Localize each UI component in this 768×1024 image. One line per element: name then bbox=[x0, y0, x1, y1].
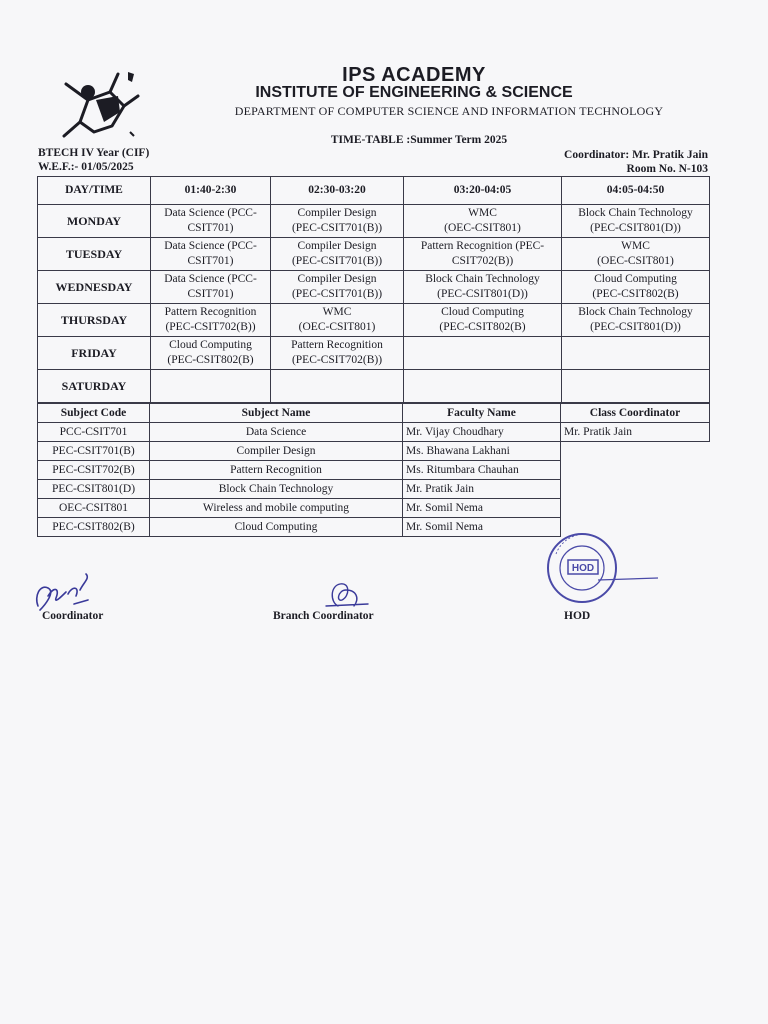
timetable-row bbox=[38, 205, 710, 238]
cell-line-code: CSIT701) bbox=[187, 288, 234, 300]
cell-line-subject: Block Chain Technology bbox=[425, 273, 540, 285]
day-time-header: DAY/TIME bbox=[38, 177, 151, 205]
cell-line-code: CSIT701) bbox=[187, 255, 234, 267]
subject-code-cell: PEC-CSIT801(D) bbox=[38, 480, 150, 499]
subject-row bbox=[38, 499, 710, 518]
coordinator-label: Coordinator bbox=[42, 610, 104, 622]
timetable-cell bbox=[562, 238, 710, 271]
branch-coordinator-label: Branch Coordinator bbox=[273, 610, 374, 622]
timetable-cell bbox=[271, 304, 404, 337]
coordinator-info bbox=[564, 148, 708, 176]
cell-line-subject: Pattern Recognition bbox=[291, 339, 383, 351]
timetable-cell bbox=[404, 337, 562, 370]
day-label: FRIDAY bbox=[38, 337, 151, 370]
timetable-row bbox=[38, 238, 710, 271]
empty-cell bbox=[561, 461, 710, 480]
cell-line-subject: Block Chain Technology bbox=[578, 207, 693, 219]
cell-line-code: (PEC-CSIT701(B)) bbox=[291, 255, 383, 267]
cell-line-subject: Data Science (PCC- bbox=[164, 207, 257, 219]
timetable-cell bbox=[404, 304, 562, 337]
cell-line-code: (PEC-CSIT802(B) bbox=[592, 288, 679, 300]
day-label: SATURDAY bbox=[38, 370, 151, 403]
cell-line-code: (PEC-CSIT701(B)) bbox=[291, 222, 383, 234]
subject-code-cell: OEC-CSIT801 bbox=[38, 499, 150, 518]
cell-line-code: (PEC-CSIT801(D)) bbox=[590, 321, 681, 333]
cell-line-code: (PEC-CSIT702(B)) bbox=[165, 321, 256, 333]
class-coordinator-cell: Mr. Pratik Jain bbox=[561, 423, 710, 442]
timetable-cell bbox=[562, 337, 710, 370]
cell-line-code: (PEC-CSIT802(B) bbox=[167, 354, 254, 366]
slot-header: 02:30-03:20 bbox=[271, 177, 404, 205]
cell-line-subject: Cloud Computing bbox=[594, 273, 677, 285]
cell-line-subject: WMC bbox=[322, 306, 352, 318]
hod-stamp-icon bbox=[538, 524, 662, 614]
timetable-cell bbox=[151, 370, 271, 403]
subject-name-cell: Data Science bbox=[150, 423, 403, 442]
cell-line-subject: Compiler Design bbox=[297, 240, 377, 252]
cell-line-code: (PEC-CSIT802(B) bbox=[439, 321, 526, 333]
cell-line-subject: Data Science (PCC- bbox=[164, 240, 257, 252]
timetable-cell bbox=[271, 238, 404, 271]
empty-cell bbox=[561, 499, 710, 518]
faculty-name-cell: Mr. Vijay Choudhary bbox=[403, 423, 561, 442]
slot-header: 01:40-2:30 bbox=[151, 177, 271, 205]
department-name: DEPARTMENT OF COMPUTER SCIENCE AND INFORMATION TECHNOLOGY bbox=[234, 104, 664, 118]
faculty-name-cell: Ms. Ritumbara Chauhan bbox=[403, 461, 561, 480]
timetable-cell bbox=[151, 271, 271, 304]
timetable-cell bbox=[562, 370, 710, 403]
cell-line-code: (PEC-CSIT801(D)) bbox=[590, 222, 681, 234]
subject-code-cell: PEC-CSIT702(B) bbox=[38, 461, 150, 480]
subject-row bbox=[38, 480, 710, 499]
cell-line-subject: Data Science (PCC- bbox=[164, 273, 257, 285]
cell-line-code: (PEC-CSIT801(D)) bbox=[437, 288, 528, 300]
timetable-row bbox=[38, 337, 710, 370]
timetable-header-row bbox=[38, 177, 710, 205]
program-info bbox=[38, 146, 149, 174]
timetable-title: TIME-TABLE :Summer Term 2025 bbox=[330, 134, 508, 146]
day-label: TUESDAY bbox=[38, 238, 151, 271]
timetable-cell bbox=[271, 205, 404, 238]
program-year: BTECH IV Year (CIF) bbox=[38, 147, 150, 159]
timetable-cell bbox=[404, 205, 562, 238]
cell-line-subject: Compiler Design bbox=[297, 273, 377, 285]
slot-header: 03:20-04:05 bbox=[404, 177, 562, 205]
timetable-cell bbox=[271, 370, 404, 403]
cell-line-code: CSIT701) bbox=[187, 222, 234, 234]
subject-code-cell: PCC-CSIT701 bbox=[38, 423, 150, 442]
academy-name: IPS ACADEMY bbox=[342, 64, 486, 86]
timetable-cell bbox=[151, 304, 271, 337]
subject-name-header: Subject Name bbox=[150, 404, 403, 423]
timetable-cell bbox=[404, 271, 562, 304]
subject-code-header: Subject Code bbox=[38, 404, 150, 423]
cell-line-code: (PEC-CSIT702(B)) bbox=[291, 354, 383, 366]
cell-line-subject: WMC bbox=[621, 240, 650, 252]
timetable-cell bbox=[151, 205, 271, 238]
timetable-cell bbox=[271, 337, 404, 370]
timetable-cell bbox=[404, 238, 562, 271]
class-coordinator-header: Class Coordinator bbox=[561, 404, 710, 423]
cell-line-subject: Pattern Recognition (PEC- bbox=[420, 240, 545, 252]
timetable-row bbox=[38, 271, 710, 304]
coordinator-name: Coordinator: Mr. Pratik Jain bbox=[564, 149, 708, 161]
subject-name-cell: Compiler Design bbox=[150, 442, 403, 461]
faculty-name-cell: Mr. Somil Nema bbox=[403, 499, 561, 518]
cell-line-subject: WMC bbox=[468, 207, 497, 219]
timetable-row bbox=[38, 304, 710, 337]
effective-date: W.E.F.:- 01/05/2025 bbox=[38, 161, 134, 173]
timetable-cell bbox=[271, 271, 404, 304]
timetable-cell bbox=[562, 304, 710, 337]
empty-cell bbox=[561, 442, 710, 461]
cell-line-code: (OEC-CSIT801) bbox=[597, 255, 674, 267]
slot-header: 04:05-04:50 bbox=[562, 177, 710, 205]
cell-line-subject: Pattern Recognition bbox=[164, 306, 257, 318]
faculty-name-cell: Mr. Pratik Jain bbox=[403, 480, 561, 499]
cell-line-code: (OEC-CSIT801) bbox=[444, 222, 521, 234]
subject-name-cell: Cloud Computing bbox=[150, 518, 403, 537]
faculty-name-cell: Ms. Bhawana Lakhani bbox=[403, 442, 561, 461]
day-label: THURSDAY bbox=[38, 304, 151, 337]
timetable-cell bbox=[151, 238, 271, 271]
timetable-row bbox=[38, 370, 710, 403]
cell-line-subject: Cloud Computing bbox=[169, 339, 252, 351]
institute-name: INSTITUTE OF ENGINEERING & SCIENCE bbox=[255, 84, 573, 101]
subject-header-row bbox=[38, 404, 710, 423]
timetable-grid bbox=[37, 176, 710, 403]
subject-row bbox=[38, 442, 710, 461]
subject-code-cell: PEC-CSIT802(B) bbox=[38, 518, 150, 537]
day-label: MONDAY bbox=[38, 205, 151, 238]
day-label: WEDNESDAY bbox=[38, 271, 151, 304]
subject-name-cell: Pattern Recognition bbox=[150, 461, 403, 480]
cell-line-code: (PEC-CSIT701(B)) bbox=[291, 288, 383, 300]
faculty-name-cell: Mr. Somil Nema bbox=[403, 518, 561, 537]
timetable-cell bbox=[404, 370, 562, 403]
subject-name-cell: Block Chain Technology bbox=[150, 480, 403, 499]
subject-faculty-table bbox=[37, 403, 710, 537]
empty-cell bbox=[561, 480, 710, 499]
subject-row bbox=[38, 461, 710, 480]
timetable-cell bbox=[151, 337, 271, 370]
faculty-name-header: Faculty Name bbox=[403, 404, 561, 423]
timetable-cell bbox=[562, 271, 710, 304]
room-number: Room No. N-103 bbox=[626, 163, 708, 175]
cell-line-subject: Cloud Computing bbox=[441, 306, 524, 318]
cell-line-code: CSIT702(B)) bbox=[451, 255, 514, 267]
stamp-label: HOD bbox=[571, 563, 595, 574]
coordinator-signature-icon bbox=[30, 566, 100, 616]
cell-line-subject: Compiler Design bbox=[297, 207, 377, 219]
timetable-cell bbox=[562, 205, 710, 238]
subject-name-cell: Wireless and mobile computing bbox=[150, 499, 403, 518]
hod-label: HOD bbox=[564, 610, 591, 622]
subject-row bbox=[38, 423, 710, 442]
subject-code-cell: PEC-CSIT701(B) bbox=[38, 442, 150, 461]
cell-line-code: (OEC-CSIT801) bbox=[298, 321, 376, 333]
cell-line-subject: Block Chain Technology bbox=[578, 306, 693, 318]
